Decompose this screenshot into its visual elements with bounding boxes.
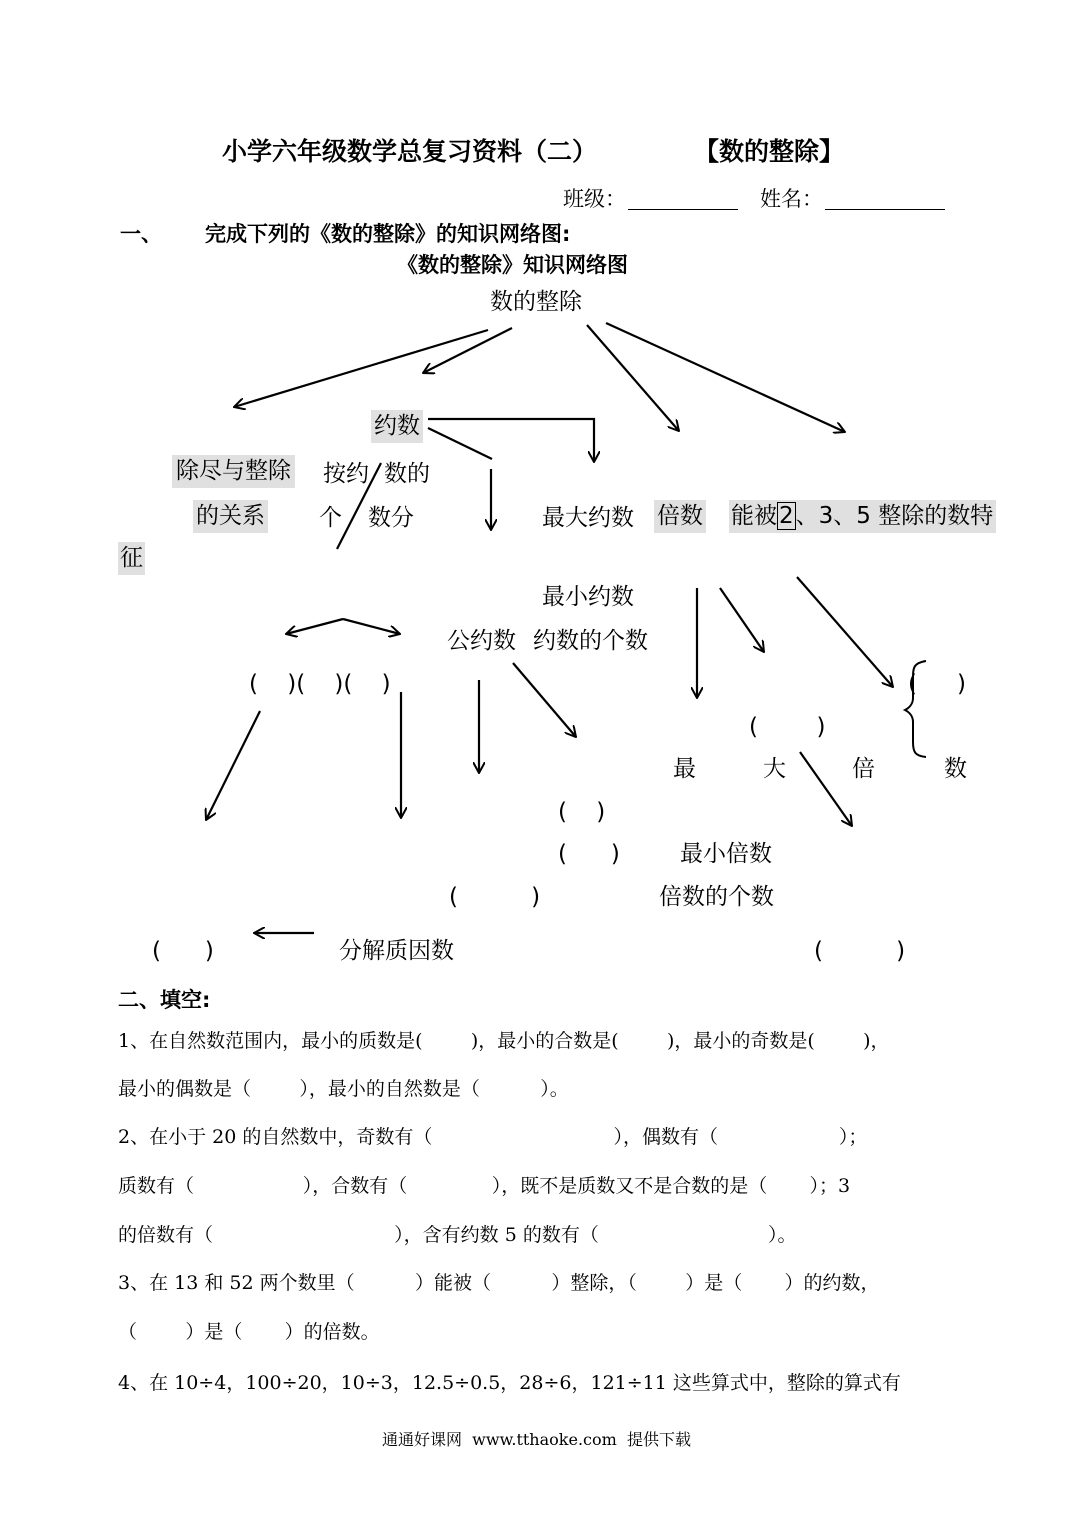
- arrow-paren-left-diag: [206, 711, 260, 820]
- diagram-beishu-geshu: 倍数的个数: [659, 884, 774, 910]
- diagram-zui: 最: [673, 756, 696, 782]
- arrow-beishu-diag: [720, 588, 764, 652]
- diagram-paren-e: ( ): [814, 938, 906, 964]
- section1-heading: 完成下列的《数的整除》的知识网络图:: [205, 222, 571, 246]
- diagram-yueshu-geshu: 约数的个数: [533, 628, 648, 654]
- diagram-root: 数的整除: [490, 289, 582, 315]
- arrow-root-to-left: [234, 330, 488, 407]
- q4-line1: 4、在 10÷4，100÷20，10÷3，12.5÷0.5，28÷6，121÷11 这些算式中，整除的算式有: [118, 1372, 901, 1394]
- q3-line1: 3、在 13 和 52 两个数里（ ）能被（ ）整除，（ ）是（ ）的约数，: [118, 1272, 880, 1294]
- arrow-root-to-yueshu: [423, 328, 512, 373]
- diagram-shu: 数: [944, 756, 967, 782]
- line-slash-anyue: [337, 463, 381, 549]
- diagram-bei: 倍: [852, 756, 875, 782]
- diagram-shufen: 数分: [368, 505, 414, 531]
- arrow-zuida-to-zuixiao: [800, 752, 852, 826]
- q3-line2: （ ）是（ ）的倍数。: [118, 1321, 380, 1343]
- page-title: 小学六年级数学总复习资料（二）: [222, 137, 598, 166]
- diagram-zuida-yueshu: 最大约数: [542, 505, 634, 531]
- diagram-yueshu: 约数: [371, 410, 423, 443]
- diagram-paren-mid: ( ): [749, 714, 826, 740]
- name-label: 姓名：: [760, 187, 823, 211]
- arrow-double-right: [343, 619, 400, 634]
- diagram-title: 《数的整除》知识网络图: [397, 253, 628, 277]
- q1-line2: 最小的偶数是（ ），最小的自然数是（ ）。: [118, 1078, 569, 1100]
- arrow-double-left: [286, 619, 343, 634]
- arrow-tezheng-diag: [797, 577, 893, 687]
- diagram-anyue-1: 按约: [323, 461, 369, 487]
- diagram-paren-b: ( ): [558, 841, 620, 867]
- nengbei-boxed-2: 2: [779, 503, 794, 529]
- q2-line2: 质数有（ ），合数有（ ），既不是质数又不是合数的是（ ）；3: [118, 1175, 851, 1197]
- q1-line1: 1、在自然数范围内，最小的质数是( )，最小的合数是( )，最小的奇数是( )，: [118, 1030, 890, 1052]
- diagram-ge: 个: [319, 505, 342, 531]
- q2-line1: 2、在小于 20 的自然数中，奇数有（ ），偶数有（ ）；: [118, 1126, 868, 1148]
- diagram-zuixiao-beishu: 最小倍数: [680, 841, 772, 867]
- diagram-paren-c: ( ): [449, 884, 541, 910]
- class-label: 班级：: [563, 187, 626, 211]
- diagram-gong-yueshu: 公约数: [447, 628, 516, 654]
- nengbei-text-c: 、3、5 整除的数特: [795, 503, 994, 529]
- arrow-root-to-tezheng: [606, 323, 845, 432]
- diagram-da: 大: [763, 756, 786, 782]
- section1-number: 一、: [120, 222, 162, 246]
- diagram-paren-right-open: (: [908, 671, 917, 697]
- diagram-beishu: 倍数: [654, 500, 706, 533]
- diagram-chujin-line2: 的关系: [193, 500, 268, 533]
- arrow-root-to-beishu: [587, 325, 679, 431]
- q2-line3: 的倍数有（ ），含有约数 5 的数有（ ）。: [118, 1224, 797, 1246]
- brace-right: [905, 661, 926, 757]
- line-yueshu-diag: [428, 428, 492, 459]
- diagram-paren-right-close: ): [957, 671, 966, 697]
- diagram-fenjie: 分解质因数: [339, 938, 454, 964]
- diagram-anyue-2: 数的: [384, 461, 430, 487]
- topic-title: 【数的整除】: [694, 137, 845, 166]
- diagram-paren-row: ( )( )( ): [249, 671, 391, 697]
- diagram-paren-a: ( ): [558, 799, 606, 825]
- section2-heading: 二、填空:: [118, 988, 211, 1012]
- arrow-gongyue-diag: [513, 663, 576, 737]
- diagram-chujin-line1: 除尽与整除: [172, 455, 295, 488]
- diagram-zheng: 征: [118, 542, 145, 575]
- footer-credit: 通通好课网 www.tthaoke.com 提供下载: [382, 1430, 691, 1449]
- diagram-paren-d: ( ): [152, 938, 214, 964]
- nengbei-text-a: 能被: [731, 503, 777, 529]
- diagram-zuixiao-yueshu: 最小约数: [542, 584, 634, 610]
